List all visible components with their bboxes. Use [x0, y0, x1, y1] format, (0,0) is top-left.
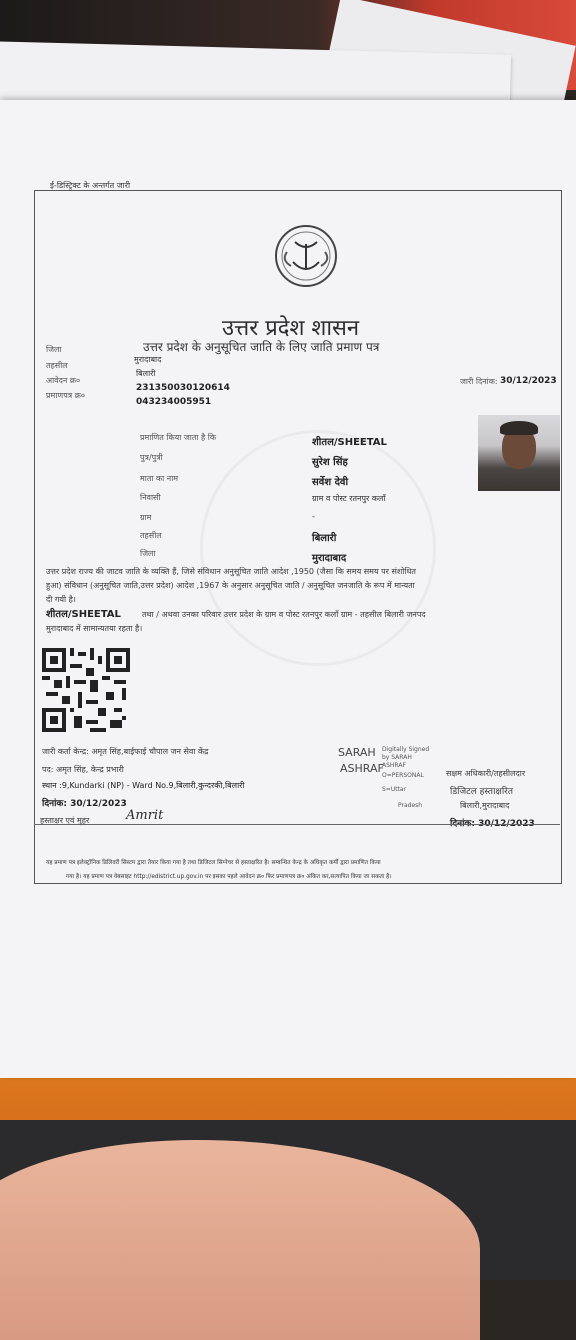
field-label-district: जिला — [46, 345, 62, 354]
footer-line-1: यह प्रमाण पत्र इलेक्ट्रॉनिक डिलिवरी सिस्टम द्वारा तैयार किया गया है तथा डिजिटल सिग्नेचर से हस्ताक्षरित है। सम्बन्धित केन्द्र के अधिकृत कर्मी द्वारा प्रमाणित किया — [46, 860, 381, 866]
digital-sign-line-5: S=Uttar — [382, 786, 407, 793]
field-label-tehsil: तहसील — [46, 361, 68, 370]
digital-sign-name-2: ASHRAF — [340, 762, 384, 775]
authority-place: बिलारी,मुरादाबाद — [460, 801, 510, 810]
person-value-resident: ग्राम व पोस्ट रतनपुर कलाँ — [312, 494, 386, 503]
issuer-date: दिनांक: 30/12/2023 — [42, 799, 127, 809]
person-value-tehsil: बिलारी — [312, 533, 337, 544]
para1-line1: उत्तर प्रदेश राज्य की जाटव जाति के व्यक्ति हैं, जिसे संविधान अनुसूचित जाति आदेश ,1950 (जैसा कि समय समय पर संशोधित — [46, 567, 416, 576]
photo-cap — [500, 421, 538, 435]
digital-sign-line-3: ASHRAF — [382, 762, 406, 769]
issue-date: 30/12/2023 — [500, 376, 557, 386]
person-label-district: जिला — [140, 549, 156, 558]
digital-sign-line-4: O=PERSONAL — [382, 772, 424, 779]
field-value-district: मुरादाबाद — [134, 355, 162, 364]
issuer-sign-label: हस्ताक्षर एवं मुहर — [40, 816, 90, 825]
person-value-district: मुरादाबाद — [312, 553, 347, 564]
authority-date: दिनांक: 30/12/2023 — [450, 819, 535, 829]
person-label-mother: माता का नाम — [140, 474, 179, 483]
para2-line1: तथा / अथवा उनका परिवार उत्तर प्रदेश के ग्राम व पोस्ट रतनपुर कलाँ ग्राम - तहसील बिलारी जनपद — [142, 610, 426, 619]
para1-line2: हुआ) संविधान (अनुसूचित जाति,उत्तर प्रदेश) आदेश ,1967 के अनुसार अनुसूचित जाति / अनुसूचित जनजाति के रूप में मान्यता — [46, 581, 415, 590]
person-value-mother: सर्वेश देवी — [312, 477, 349, 488]
person-label-village: ग्राम — [140, 513, 152, 522]
person-label-tehsil: तहसील — [140, 531, 162, 540]
footer-line-2: गया है। यह प्रमाण पत्र वेबसाइट http://edistrict.up.gov.in पर इसका पहले आवेदन क्र० फिर प्रमाणपत्र क्र० अंकित कर,सत्यापित किया जा सकता है। — [66, 874, 392, 880]
para2-name: शीतल/SHEETAL — [46, 609, 121, 620]
para1-line3: दी गयी है। — [46, 595, 76, 604]
cert-title: उत्तर प्रदेश के अनुसूचित जाति के लिए जाति प्रमाण पत्र — [143, 340, 380, 354]
person-label-resident: निवासी — [140, 493, 161, 502]
field-label-application: आवेदन क्र० — [46, 376, 81, 385]
issue-date-label: जारी दिनांक: — [460, 377, 498, 386]
issuer-centre: जारी कर्ता केन्द्र: अमृत सिंह,बाईफाई चौपाल जन सेवा केंद्र — [42, 747, 209, 756]
qr-code-icon — [42, 648, 130, 732]
issuer-signature: Amrit — [126, 808, 164, 823]
field-label-cert-no: प्रमाणपत्र क्र० — [46, 391, 85, 400]
issuer-post: पद: अमृत सिंह, केन्द्र प्रभारी — [42, 765, 124, 774]
field-value-application: 231350030120614 — [136, 383, 230, 393]
field-value-cert-no: 043234005951 — [136, 397, 212, 407]
applicant-photo — [478, 415, 560, 491]
person-value-father: सुरेश सिंह — [312, 457, 348, 468]
govt-title: उत्तर प्रदेश शासन — [222, 316, 360, 341]
person-label-parent: पुत्र/पुत्री — [140, 453, 163, 462]
digital-sign-line-6: Pradesh — [398, 802, 423, 809]
emblem-icon — [265, 222, 347, 290]
field-value-tehsil: बिलारी — [136, 369, 156, 378]
authority-title: सक्षम अधिकारी/तहसीलदार — [446, 769, 526, 778]
issuer-place: स्थान :9,Kundarki (NP) - Ward No.9,बिलारी,कुन्दरकी,बिलारी — [42, 781, 245, 790]
header-note: ई-डिस्ट्रिक्ट के अन्तर्गत जारी — [50, 181, 131, 190]
digital-sign-line-2: by SARAH — [382, 754, 412, 761]
person-label-certified: प्रमाणित किया जाता है कि — [140, 433, 217, 442]
person-value-village: - — [312, 512, 315, 521]
authority-sign: डिजिटल हस्ताक्षरित — [450, 787, 513, 797]
person-value-name: शीतल/SHEETAL — [312, 437, 387, 448]
para2-line2: मुरादाबाद में सामान्यतया रहता है। — [46, 624, 143, 633]
digital-sign-name-1: SARAH — [338, 746, 376, 759]
digital-sign-line-1: Digitally Signed — [382, 746, 430, 753]
footer-divider — [34, 824, 560, 825]
